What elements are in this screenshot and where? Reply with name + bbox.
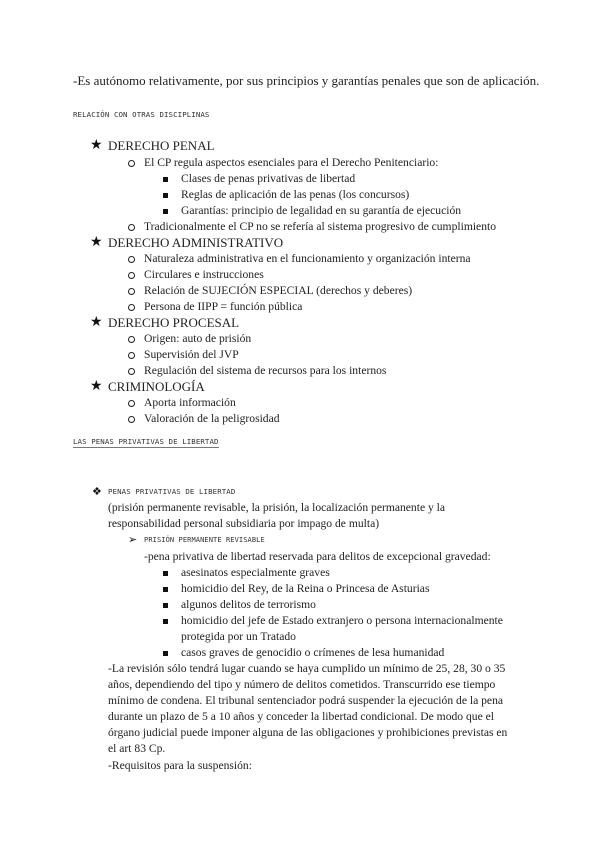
circle-bullet-icon: [128, 160, 135, 167]
diamond-bullet-icon: ❖: [92, 486, 102, 498]
revision-line: el art 83 Cp.: [108, 742, 166, 755]
circle-bullet-icon: [128, 368, 135, 375]
paragraph-line: (prisión permanente revisable, la prisión, la localización permanente y la: [108, 501, 446, 514]
list-item: Origen: auto de prisión: [144, 332, 252, 345]
sub-heading-penas: PENAS PRIVATIVAS DE LIBERTAD: [108, 487, 236, 496]
square-bullet-icon: [163, 193, 168, 198]
list-subitem: Garantías: principio de legalidad en su garantía de ejecución: [181, 204, 462, 217]
lead-line: -pena privativa de libertad reservada para delitos de excepcional gravedad:: [144, 550, 491, 563]
square-bullet-icon: [163, 177, 168, 182]
group-label-derecho-penal: DERECHO PENAL: [108, 138, 215, 153]
crime-item: asesinatos especialmente graves: [181, 566, 330, 579]
square-bullet-icon: [163, 619, 168, 624]
square-bullet-icon: [163, 651, 168, 656]
list-item: Aporta información: [144, 396, 236, 409]
group-label-criminologia: CRIMINOLOGÍA: [108, 379, 205, 394]
list-subitem: Clases de penas privativas de libertad: [181, 172, 356, 185]
crime-item: homicidio del jefe de Estado extranjero o persona internacionalmente: [181, 614, 503, 627]
square-bullet-icon: [163, 571, 168, 576]
paragraph-line: responsabilidad personal subsidiaria por impago de multa): [108, 517, 380, 530]
square-bullet-icon: [163, 603, 168, 608]
list-item: Persona de IIPP = función pública: [144, 300, 303, 313]
list-item: El CP regula aspectos esenciales para el Derecho Penitenciario:: [144, 156, 439, 169]
section-heading-penas: LAS PENAS PRIVATIVAS DE LIBERTAD: [73, 437, 219, 446]
list-item: Naturaleza administrativa en el funcionamiento y organización interna: [144, 252, 471, 265]
requisitos-line: -Requisitos para la suspensión:: [108, 759, 252, 772]
circle-bullet-icon: [128, 352, 135, 359]
group-label-derecho-administrativo: DERECHO ADMINISTRATIVO: [108, 235, 284, 250]
arrow-bullet-icon: ➢: [128, 534, 138, 546]
circle-bullet-icon: [128, 416, 135, 423]
list-item: Regulación del sistema de recursos para los internos: [144, 364, 387, 377]
crime-item: algunos delitos de terrorismo: [181, 598, 316, 611]
revision-line: órgano judicial puede imponer alguna de las obligaciones y prohibiciones previstas en: [108, 726, 508, 739]
crime-item: casos graves de genocidio o crímenes de lesa humanidad: [181, 646, 445, 659]
circle-bullet-icon: [128, 400, 135, 407]
circle-bullet-icon: [128, 336, 135, 343]
list-item: Supervisión del JVP: [144, 348, 239, 361]
square-bullet-icon: [163, 209, 168, 214]
circle-bullet-icon: [128, 256, 135, 263]
star-bullet-icon: ★: [90, 315, 103, 330]
circle-bullet-icon: [128, 272, 135, 279]
star-bullet-icon: ★: [90, 235, 103, 250]
list-item: Valoración de la peligrosidad: [144, 412, 280, 425]
list-item: Tradicionalmente el CP no se refería al sistema progresivo de cumplimiento: [144, 220, 497, 233]
revision-line: años, dependiendo del tipo y número de delitos cometidos. Transcurrido ese tiempo: [108, 678, 496, 691]
list-subitem: Reglas de aplicación de las penas (los concursos): [181, 188, 410, 201]
star-bullet-icon: ★: [90, 138, 103, 153]
crime-item-continued: protegida por un Tratado: [181, 630, 296, 643]
circle-bullet-icon: [128, 304, 135, 311]
list-item: Circulares e instrucciones: [144, 268, 264, 281]
revision-line: mínimo de condena. El tribunal sentenciador podrá suspender la ejecución de la pena: [108, 694, 504, 707]
circle-bullet-icon: [128, 288, 135, 295]
section-heading-relacion: RELACIÓN CON OTRAS DISCIPLINAS: [73, 110, 210, 119]
group-label-derecho-procesal: DERECHO PROCESAL: [108, 315, 240, 330]
revision-line: -La revisión sólo tendrá lugar cuando se haya cumplido un mínimo de 25, 28, 30 o 35: [108, 662, 506, 675]
star-bullet-icon: ★: [90, 379, 103, 394]
revision-line: durante un plazo de 5 a 10 años y conceder la libertad condicional. De modo que el: [108, 710, 494, 723]
square-bullet-icon: [163, 587, 168, 592]
list-item: Relación de SUJECIÓN ESPECIAL (derechos y deberes): [144, 284, 413, 297]
intro-line: -Es autónomo relativamente, por sus principios y garantías penales que son de aplicación.: [73, 73, 540, 88]
crime-item: homicidio del Rey, de la Reina o Princesa de Asturias: [181, 582, 430, 595]
subsub-heading-prision: PRISIÓN PERMANENTE REVISABLE: [144, 536, 265, 544]
circle-bullet-icon: [128, 224, 135, 231]
